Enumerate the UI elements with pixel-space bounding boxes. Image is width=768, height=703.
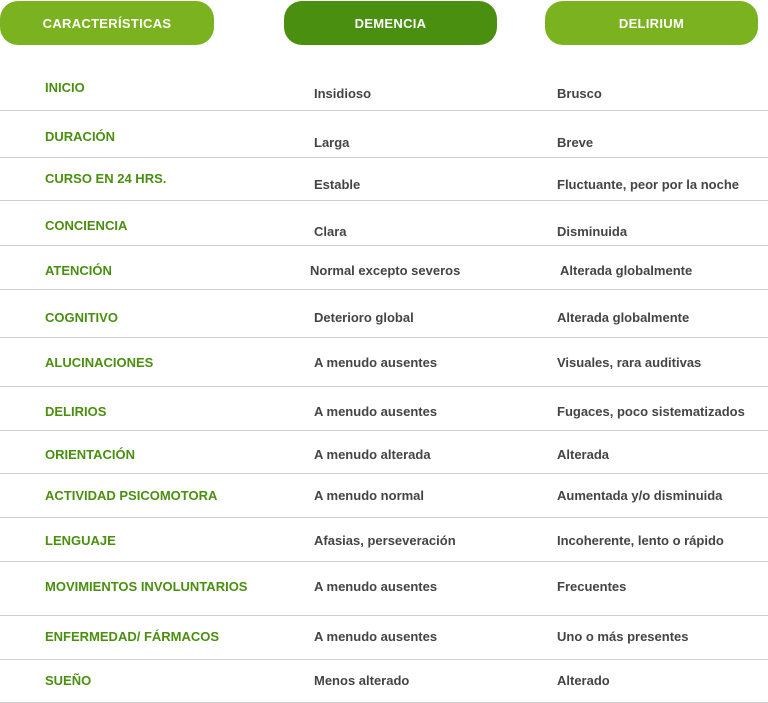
row-label: ENFERMEDAD/ FÁRMACOS — [45, 629, 220, 644]
dementia-value: A menudo alterada — [314, 447, 431, 462]
header-dementia: DEMENCIA — [284, 1, 497, 45]
row-label: COGNITIVO — [45, 310, 118, 325]
row-label: MOVIMIENTOS INVOLUNTARIOS — [45, 579, 248, 594]
row-divider — [0, 386, 768, 387]
dementia-value: Clara — [314, 224, 347, 239]
row-label: CONCIENCIA — [45, 218, 128, 233]
row-divider — [0, 430, 768, 431]
row-label: INICIO — [45, 80, 85, 95]
dementia-value: Afasias, perseveración — [314, 533, 456, 548]
header-characteristics: CARACTERÍSTICAS — [0, 1, 214, 45]
dementia-value: Normal excepto severos — [310, 263, 461, 278]
row-divider — [0, 289, 768, 290]
row-label: ALUCINACIONES — [45, 355, 154, 370]
dementia-value: A menudo normal — [314, 488, 425, 503]
row-divider — [0, 659, 768, 660]
delirium-value: Fugaces, poco sistematizados — [557, 404, 745, 419]
delirium-value: Aumentada y/o disminuida — [557, 488, 723, 503]
delirium-value: Fluctuante, peor por la noche — [557, 177, 740, 192]
row-divider — [0, 517, 768, 518]
row-label: SUEÑO — [45, 673, 92, 688]
delirium-value: Incoherente, lento o rápido — [557, 533, 724, 548]
delirium-value: Uno o más presentes — [557, 629, 689, 644]
delirium-value: Visuales, rara auditivas — [557, 355, 702, 370]
row-label: ORIENTACIÓN — [45, 447, 136, 462]
row-label: ATENCIÓN — [45, 263, 112, 278]
delirium-value: Alterada globalmente — [557, 310, 690, 325]
header-delirium: DELIRIUM — [545, 1, 758, 45]
delirium-value: Alterado — [557, 673, 610, 688]
dementia-value: Larga — [314, 135, 350, 150]
delirium-value: Breve — [557, 135, 594, 150]
delirium-value: Disminuida — [557, 224, 628, 239]
row-label: DURACIÓN — [45, 129, 116, 144]
delirium-value: Frecuentes — [557, 579, 627, 594]
row-divider — [0, 473, 768, 474]
dementia-value: A menudo ausentes — [314, 629, 438, 644]
row-divider — [0, 200, 768, 201]
dementia-value: Estable — [314, 177, 361, 192]
row-label: DELIRIOS — [45, 404, 107, 419]
row-divider — [0, 337, 768, 338]
row-divider — [0, 561, 768, 562]
dementia-value: A menudo ausentes — [314, 579, 438, 594]
row-divider — [0, 615, 768, 616]
dementia-value: Deterioro global — [314, 310, 414, 325]
dementia-value: Menos alterado — [314, 673, 410, 688]
row-divider — [0, 157, 768, 158]
row-label: LENGUAJE — [45, 533, 116, 548]
delirium-value: Alterada — [557, 447, 610, 462]
delirium-value: Alterada globalmente — [560, 263, 693, 278]
delirium-value: Brusco — [557, 86, 602, 101]
dementia-value: A menudo ausentes — [314, 355, 438, 370]
row-divider — [0, 110, 768, 111]
dementia-value: A menudo ausentes — [314, 404, 438, 419]
dementia-value: Insidioso — [314, 86, 372, 101]
row-label: CURSO EN 24 HRS. — [45, 171, 167, 186]
row-divider — [0, 245, 768, 246]
row-label: ACTIVIDAD PSICOMOTORA — [45, 488, 218, 503]
